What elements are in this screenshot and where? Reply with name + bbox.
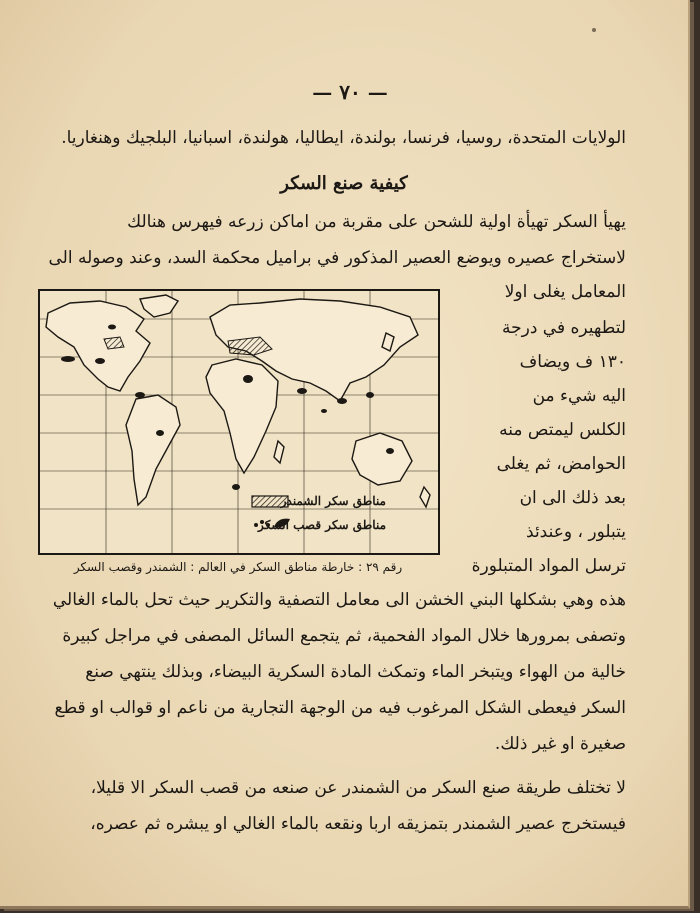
section-heading: كيفية صنع السكر <box>280 173 408 194</box>
paper-speck <box>592 28 596 32</box>
text-line-1: الولايات المتحدة، روسيا، فرنسا، بولندة، ايطاليا، هولندة، اسبانيا، البلجيك وهنغاريا. <box>61 128 626 148</box>
text-line-18: لا تختلف طريقة صنع السكر من الشمندر عن صنعه من قصب السكر الا قليلا، <box>90 778 626 798</box>
text-line-8: الكلس ليمتص منه <box>499 420 626 440</box>
legend-cane-label: مناطق سكر قصب السكر <box>258 518 386 532</box>
text-line-4: المعامل يغلى اولا <box>504 282 626 302</box>
map-caption: رقم ٢٩ : خارطة مناطق السكر في العالم : الشمندر وقصب السكر <box>73 560 403 574</box>
map-illustration <box>40 291 438 553</box>
world-sugar-map <box>38 289 440 555</box>
page-number: — ٧٠ — <box>312 80 388 104</box>
map-legend <box>252 494 386 533</box>
text-line-16: السكر فيعطى الشكل المرغوب فيه من الوجهة التجارية من ناعم او قوالب او قطع <box>54 698 626 718</box>
text-line-9: الحوامض، ثم يغلى <box>496 454 626 474</box>
text-line-13: هذه وهي بشكلها البني الخشن الى معامل التصفية والتكرير حيث تحل بالماء الغالي <box>52 590 626 610</box>
text-line-6: ١٣٠ ف ويضاف <box>519 352 626 372</box>
text-line-7: اليه شيء من <box>532 386 626 406</box>
text-line-19: فيستخرج عصير الشمندر بتمزيقه اربا ونقعه بالماء الغالي او يبشره ثم عصره، <box>90 814 626 834</box>
text-line-3: لاستخراج عصيره ويوضع العصير المذكور في براميل محكمة السد، وعند وصوله الى <box>48 248 626 268</box>
text-line-14: وتصفى بمرورها خلال المواد الفحمية، ثم يتجمع السائل المصفى في مراجل كبيرة <box>62 626 626 646</box>
text-line-10: بعد ذلك الى ان <box>519 488 626 508</box>
text-line-5: لتطهيره في درجة <box>501 318 626 338</box>
text-line-15: خالية من الهواء ويتبخر الماء وتمكث المادة السكرية البيضاء، وبذلك ينتهي صنع <box>85 662 626 682</box>
legend-beet-label: مناطق سكر الشمندر <box>280 494 386 508</box>
text-line-12: ترسل المواد المتبلورة <box>471 556 626 576</box>
text-line-11: يتبلور ، وعندئذ <box>526 522 626 542</box>
text-line-2: يهيأ السكر تهيأة اولية للشحن على مقربة من اماكن زرعه فيهرس هنالك <box>127 212 626 232</box>
text-line-17: صغيرة او غير ذلك. <box>494 734 626 754</box>
